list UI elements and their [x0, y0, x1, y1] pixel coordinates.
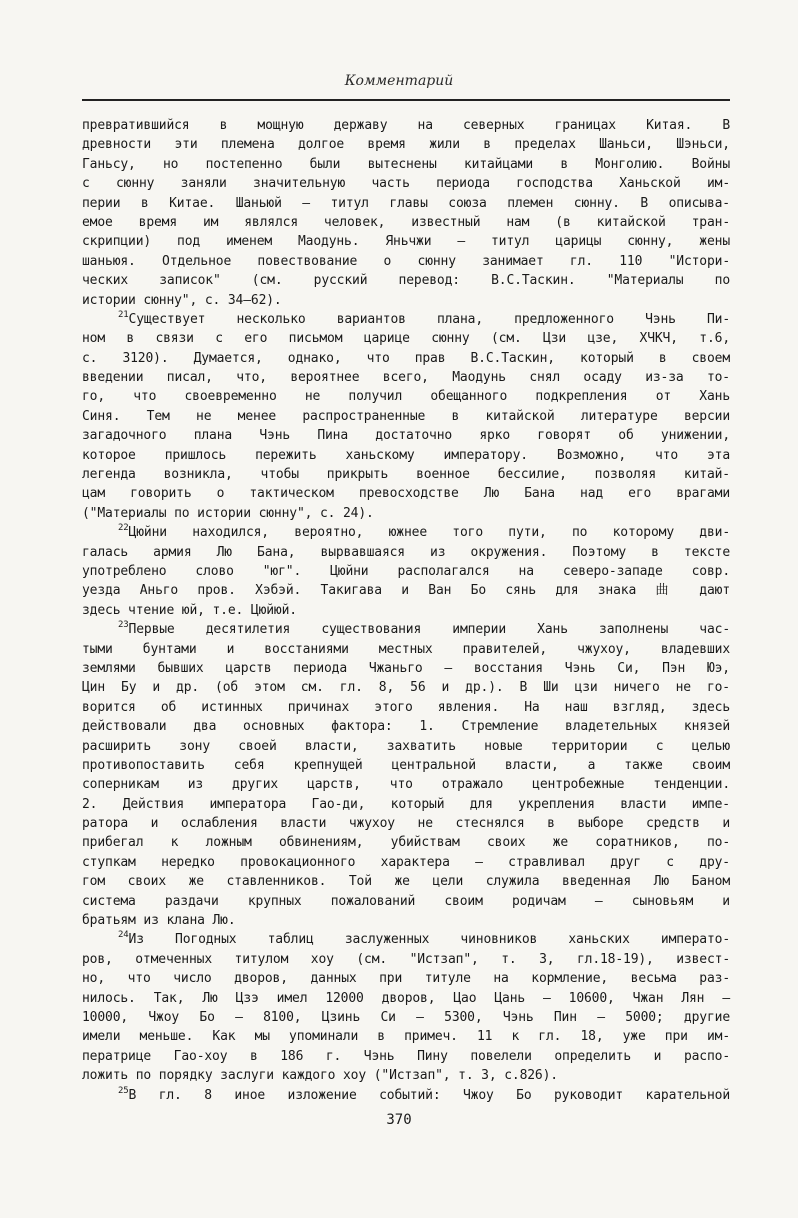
- commentary-text: [82, 116, 730, 1105]
- text-line: [82, 349, 730, 368]
- line-text: с. 3120). Думается, однако, что прав В.С.Таскин, который в своем: [82, 350, 730, 366]
- line-text: Цин Бу и др. (об этом см. гл. 8, 56 и др.). В Ши цзи ничего не го-: [82, 680, 730, 696]
- text-line: [82, 135, 730, 154]
- line-text: употреблено слово "юг". Цюйни располагался на северо-западе совр.: [82, 563, 730, 579]
- text-line: [82, 911, 730, 930]
- line-text: ческих записок" (см. русский перевод: В.С.Таскин. "Материалы по: [82, 273, 730, 289]
- line-text: ров, отмеченных титулом хоу (см. "Истзап", т. 3, гл.18-19), извест-: [82, 951, 730, 967]
- text-line: [82, 543, 730, 562]
- line-text: емое время им являлся человек, известный нам (в китайской тран-: [82, 214, 730, 230]
- line-text: но, что число дворов, данных при титуле на кормление, весьма раз-: [82, 971, 730, 987]
- text-line: [82, 659, 730, 678]
- text-line: [82, 407, 730, 426]
- line-text: ратора и ослабления власти чжухоу не стеснялся в выборе средств и: [82, 816, 730, 832]
- text-line: [82, 1066, 730, 1085]
- text-line: [82, 1027, 730, 1046]
- line-text: ("Материалы по истории сюнну", с. 24).: [82, 505, 374, 521]
- line-text: которое пришлось пережить ханьскому императору. Возможно, что эта: [82, 447, 730, 463]
- text-line: [82, 581, 730, 600]
- text-line: [82, 116, 730, 135]
- footnote-number: 24: [118, 930, 129, 941]
- text-line: [82, 174, 730, 193]
- text-line: [82, 329, 730, 348]
- line-text: загадочного плана Чэнь Пина достаточно ярко говорят об унижении,: [82, 428, 730, 444]
- text-line: [82, 232, 730, 251]
- text-line: [82, 1086, 730, 1105]
- text-line: [82, 737, 730, 756]
- text-line: [82, 484, 730, 503]
- line-text: ложить по порядку заслуги каждого хоу ("Истзап", т. 3, с.826).: [82, 1068, 558, 1084]
- line-text: Первые десятилетия существования империи Хань заполнены час-: [128, 622, 730, 638]
- line-text: противопоставить себя крепнущей центральной власти, а также своим: [82, 757, 730, 773]
- text-line: [82, 640, 730, 659]
- text-line: [82, 969, 730, 988]
- text-line: [82, 523, 730, 542]
- line-text: ворится об истинных причинах этого явления. На наш взгляд, здесь: [82, 699, 730, 715]
- text-line: [82, 387, 730, 406]
- line-text: Существует несколько вариантов плана, предложенного Чэнь Пи-: [128, 311, 730, 327]
- line-text: В гл. 8 иное изложение событий: Чжоу Бо руководит карательной: [128, 1087, 730, 1103]
- line-text: система раздачи крупных пожалований своим родичам — сыновьям и: [82, 893, 730, 909]
- line-text: 10000, Чжоу Бо — 8100, Цзинь Си — 5300, Чэнь Пин — 5000; другие: [82, 1009, 730, 1025]
- text-line: [82, 368, 730, 387]
- text-line: [82, 426, 730, 445]
- line-text: расширить зону своей власти, захватить новые территории с целью: [82, 738, 730, 754]
- text-line: [82, 271, 730, 290]
- text-line: [82, 155, 730, 174]
- line-text: уезда Аньго пров. Хэбэй. Такигава и Ван Бо сянь для знака 曲 дают: [82, 583, 730, 599]
- footnote-number: 21: [118, 309, 129, 320]
- line-text: го, что своевременно не получил обещанного подкрепления от Хань: [82, 389, 730, 405]
- line-text: галась армия Лю Бана, вырвавшаяся из окружения. Поэтому в тексте: [82, 544, 730, 560]
- line-text: нилось. Так, Лю Цзэ имел 12000 дворов, Цао Цань — 10600, Чжан Лян —: [82, 990, 730, 1006]
- footnote-number: 25: [118, 1085, 129, 1096]
- text-line: [82, 291, 730, 310]
- line-text: землями бывших царств периода Чжаньго — восстания Чэнь Си, Пэн Юэ,: [82, 660, 730, 676]
- line-text: превратившийся в мощную державу на северных границах Китая. В: [82, 118, 730, 133]
- line-text: Ганьсу, но постепенно были вытеснены китайцами в Монголию. Войны: [82, 156, 730, 172]
- text-line: [82, 252, 730, 271]
- line-text: прибегал к ложным обвинениям, убийствам своих же соратников, по-: [82, 835, 730, 851]
- line-text: Из Погодных таблиц заслуженных чиновников ханьских императо-: [128, 932, 730, 948]
- footnote-number: 23: [118, 620, 129, 631]
- line-text: гом своих же ставленников. Той же цели служила введенная Лю Баном: [82, 874, 730, 890]
- line-text: имели меньше. Как мы упоминали в примеч. 11 к гл. 18, уже при им-: [82, 1029, 730, 1045]
- line-text: перии в Китае. Шаньюй — титул главы союза племен сюнну. В описыва-: [82, 195, 730, 211]
- line-text: братьям из клана Лю.: [82, 913, 236, 929]
- text-line: [82, 213, 730, 232]
- text-line: [82, 601, 730, 620]
- line-text: ператрице Гао-хоу в 186 г. Чэнь Пину повелели определить и распо-: [82, 1048, 730, 1064]
- line-text: действовали два основных фактора: 1. Стремление владетельных князей: [82, 719, 730, 735]
- line-text: цам говорить о тактическом превосходстве Лю Бана над его врагами: [82, 486, 730, 502]
- line-text: истории сюнну", с. 34—62).: [82, 292, 282, 308]
- line-text: введении писал, что, вероятнее всего, Маодунь снял осаду из-за то-: [82, 370, 730, 386]
- line-text: ном в связи с его письмом царице сюнну (см. Цзи цзе, ХЧКЧ, т.6,: [82, 331, 730, 347]
- running-header: Комментарий: [344, 73, 454, 89]
- text-line: [82, 989, 730, 1008]
- line-text: древности эти племена долгое время жили в пределах Шаньси, Шэньси,: [82, 137, 730, 153]
- line-text: шаньюя. Отдельное повествование о сюнну занимает гл. 110 "Истори-: [82, 253, 730, 269]
- text-line: [82, 872, 730, 891]
- footnote-number: 22: [118, 523, 129, 534]
- text-line: [82, 310, 730, 329]
- text-line: [82, 562, 730, 581]
- text-line: [82, 194, 730, 213]
- text-line: [82, 465, 730, 484]
- text-line: [82, 833, 730, 852]
- text-line: [82, 504, 730, 523]
- text-line: [82, 698, 730, 717]
- line-text: Цюйни находился, вероятно, южнее того пути, по которому дви-: [128, 525, 730, 541]
- text-line: [82, 930, 730, 949]
- line-text: с сюнну заняли значительную часть периода господства Ханьской им-: [82, 176, 730, 192]
- line-text: тыми бунтами и восстаниями местных правителей, чжухоу, владевших: [82, 641, 730, 657]
- line-text: легенда возникла, чтобы прикрыть военное бессилие, позволяя китай-: [82, 467, 730, 483]
- page-number: 370: [386, 1112, 412, 1128]
- line-text: 2. Действия императора Гао-ди, который для укрепления власти импе-: [82, 796, 730, 812]
- text-line: [82, 1008, 730, 1027]
- text-line: [82, 853, 730, 872]
- text-line: [82, 678, 730, 697]
- text-line: [82, 892, 730, 911]
- text-line: [82, 756, 730, 775]
- text-line: [82, 1047, 730, 1066]
- line-text: Синя. Тем не менее распространенные в китайской литературе версии: [82, 408, 730, 424]
- line-text: ступкам нередко провокационного характера — стравливал друг с дру-: [82, 854, 730, 870]
- text-line: [82, 795, 730, 814]
- header-rule: [82, 99, 730, 101]
- text-line: [82, 814, 730, 833]
- text-line: [82, 950, 730, 969]
- line-text: скрипции) под именем Маодунь. Яньчжи — титул царицы сюнну, жены: [82, 234, 730, 250]
- line-text: соперникам из других царств, что отражало центробежные тенденции.: [82, 777, 730, 793]
- text-line: [82, 775, 730, 794]
- text-line: [82, 620, 730, 639]
- text-line: [82, 717, 730, 736]
- text-line: [82, 446, 730, 465]
- line-text: здесь чтение юй, т.е. Цюйюй.: [82, 602, 297, 618]
